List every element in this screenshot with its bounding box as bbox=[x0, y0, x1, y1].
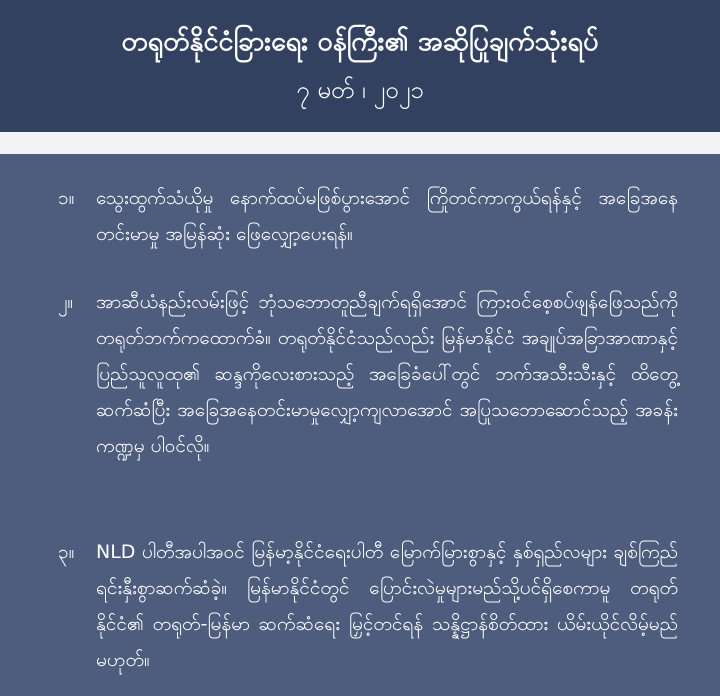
date-line: ၇ မတ် ၊ ၂၀၂၁ bbox=[296, 76, 424, 104]
proposal-number: ၃။ bbox=[58, 541, 75, 563]
header-banner bbox=[0, 0, 720, 132]
page-title: တရုတ်နိုင်ငံခြားရေး ဝန်ကြီး၏ အဆိုပြုချက်သုံးရပ် bbox=[121, 26, 599, 57]
proposal-number: ၁။ bbox=[58, 187, 75, 209]
proposal-list bbox=[0, 154, 720, 696]
proposal-text: အာဆီယံနည်းလမ်းဖြင့် ဘုံသဘောတူညီချက်ရရှိအောင် ကြားဝင်စေ့စပ်ဖျန်ဖြေသည်ကို တရုတ်ဘက်ကထောက်ခံ။ တရုတ်နိုင်ငံသည်လည်း မြန်မာနိုင်ငံ အချုပ်အခြာအာဏာနှင့် ပြည်သူလူထု၏ ဆန္ဒကိုလေးစားသည့် အခြေခံပေါ်တွင် ဘက်အသီးသီးနှင့် ထိတွေ့ဆက်ဆံပြီး အခြေအနေတင်းမာမှုလျှော့ကျလာအောင် အပြုသဘောဆောင်သည့် အခန်းကဏ္ဍမှ ပါဝင်လို။ bbox=[96, 291, 678, 457]
divider-stripe bbox=[0, 132, 720, 154]
proposal-number: ၂။ bbox=[58, 291, 74, 313]
proposal-text: သွေးထွက်သံယိုမှု နောက်ထပ်မဖြစ်ပွားအောင် ကြိုတင်ကာကွယ်ရန်နှင့် အခြေအနေတင်းမာမှု အမြန်ဆုံး ဖြေလျှော့ပေးရန်။ bbox=[96, 187, 678, 245]
proposal-text: NLD ပါတီအပါအဝင် မြန်မာ့နိုင်ငံရေးပါတီ မြောက်မြားစွာနှင့် နှစ်ရှည်လများ ချစ်ကြည်ရင်းနှီးစွာဆက်ဆံခဲ့။ မြန်မာနိုင်ငံတွင် ပြောင်းလဲမှုများမည်သို့ပင်ရှိစေကာမူ တရုတ်နိုင်ငံ၏ တရုတ်-မြန်မာ ဆက်ဆံရေး မြှင့်တင်ရန် သန္နိဋ္ဌာန်စိတ်ထား ယိမ်းယိုင်လိမ့်မည်မဟုတ်။ bbox=[96, 541, 678, 671]
